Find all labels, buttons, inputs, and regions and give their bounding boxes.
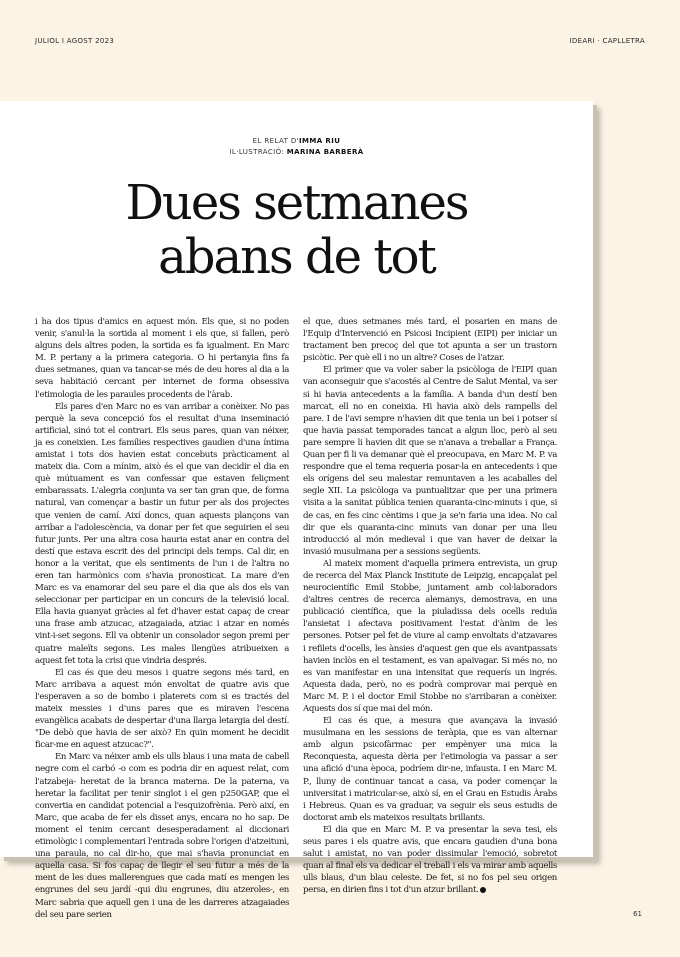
author-name: IMMA RIU	[299, 137, 341, 145]
paragraph: el que, dues setmanes més tard, el posarien en mans de l'Equip d'Intervenció en Psicosi Incipient (EIPI) per iniciar un tractament ben precoç del que tot apunta a ser un trastorn psicòtic. Per què ell i no un altre? Coses de l'atzar.	[303, 317, 557, 364]
article-title	[0, 176, 593, 284]
paragraph: Els pares d'en Marc no es van arribar a conèixer. No pas perquè la seva concepció fos el resultat d'una inseminació artificial, sinó tot el contrari. Els seus pares, quan van néixer, ja es coneixien. Les famílies respectives gaudien d'una íntima amistat i tots dos havien estat concebuts pràcticament al mateix dia. Com a mínim, això és el que van decidir el dia en què mútuament es van confessar que estaven feliçment embarassats. L'alegria conjunta va ser tan gran que, de forma natural, van començar a bastir un futur per als dos projectes que venien de camí. Així doncs, quan aquests plançons van arribar a l'adolescència, va donar per fet que seguirien el seu futur junts. Per una altra cosa hauria estat anar en contra del destí que estava escrit des del principi dels temps. Cal dir, en honor a la veritat, que els sentiments de l'un i de l'altra no eren tan harmònics com s'havia pronosticat. La mare d'en Marc es va enamorar del seu pare el dia que als dos els van seleccionar per participar en un concurs de la televisió local. Ella havia guanyat gràcies al fet d'haver estat capaç de crear una frase amb atzucac, atzagaiada, atziac i atzar en només vint-i-set segons. Ell va obtenir un consolador segon premi per quatre maleïts segons. Les males llengües atribueixen a aquest fet tota la crisi que vindria després.	[35, 401, 289, 666]
paragraph: i ha dos tipus d'amics en aquest món. Els que, si no poden venir, s'anul·la la sortida al moment i els que, si fallen, però alguns dels altres poden, la sortida es fa igualment. En Marc M. P. pertany a la primera categoria. O hi pertanyia fins fa dues setmanes, quan va tancar-se més de deu hores al dia a la seva habitació cercant per internet de forma obsessiva l'etimologia de les paraules procedents de l'àrab.	[35, 317, 289, 400]
paragraph-final	[303, 824, 557, 897]
running-header-date: JULIOL I AGOST 2023	[35, 37, 115, 45]
text-column-left	[35, 316, 289, 921]
final-paragraph-text: El dia que en Marc M. P. va presentar la seva tesi, els seus pares i els quatre avis, que encara gaudien d'una bona salut i amistat, no van poder dissimular l'emoció, sobretot quan al final els va dedicar el treball i els va mirar amb aquells ulls blaus, d'un blau celeste. De fet, si no fos pel seu origen persa, en dirien fins i tot d'un atzur brillant.	[303, 824, 557, 896]
page-number: 61	[633, 910, 642, 918]
title-line-1: Dues setmanes	[125, 175, 468, 231]
paragraph: El cas és que, a mesura que avançava la invasió musulmana en les sessions de teràpia, que es van alternar amb algun psicofàrmac per empènyer una mica la Reconquesta, aquesta dèria per l'etimologia va passar a ser una afició d'una època, podríem dir-ne, infausta. I en Marc M. P., lluny de continuar tancat a casa, va poder començar la universitat i matricular-se, això sí, en el Grau en Estudis Àrabs i Hebreus. Quan es va graduar, va seguir els seus estudis de doctorat amb els mateixos resultats brillants.	[303, 716, 557, 823]
end-mark-icon	[480, 887, 486, 893]
illustrator-line	[0, 147, 593, 158]
running-header-section: IDEARI · CAPLLETRA	[569, 37, 645, 45]
paragraph: En Marc va néixer amb els ulls blaus i una mata de cabell negre com el carbó -o com es podria dir en aquest relat, com l'atzabeja- heretat de la branca materna. De la paterna, va heretar la facilitat per tenir singlot i el gen p250GAP, que el convertia en candidat potencial a l'esquizofrènia. Però així, en Marc, que acaba de fer els disset anys, encara no ho sap. De moment el tenim cercant desesperadament al diccionari etimològic i complementari l'entrada sobre l'origen d'atzeitunì, una paraula, no cal dir-ho, que mai s'havia pronunciat en aquella casa. Si fos capaç de llegir el seu futur a més de la ment de les dues mallerengues que cada matí es mengen les engrunes del seu jardí -qui diu engrunes, diu atzeroles-, en Marc sabria que aquell gen i una de les darreres atzagaiades del seu pare serien	[35, 752, 289, 920]
paragraph: El primer que va voler saber la psicòloga de l'EIPI quan van aconseguir que s'acostés al Centre de Salut Mental, va ser si hi havia antecedents a la família. A banda d'un destí ben marcat, ell no en coneixia. Hi havia això dels rampells del pare. I de l'avi sempre n'havien dit que tenia un bei i potser sí que havia passat temporades tancat a algun lloc, però al seu pare sempre li havien dit que se n'anava a treballar a França. Quan per fi li va demanar què el preocupava, en Marc M. P. va respondre que el tema requeria posar-la en antecedents i que els orígens del seu malestar remuntaven a les acaballes del segle XII. La psicòloga va puntualitzar que per una primera visita a la sanitat pública tenien quaranta-cinc-minuts i que, si de cas, en fes cinc cèntims i que ja se'n faria una idea. No cal dir que els quaranta-cinc minuts van donar per una lleu introducció al món medieval i que van haver de deixar la invasió musulmana per a sessions següents.	[303, 365, 557, 557]
text-column-right	[303, 316, 557, 897]
author-label: EL RELAT D'	[252, 137, 300, 145]
paragraph: Al mateix moment d'aquella primera entrevista, un grup de recerca del Max Planck Institute de Leipzig, encapçalat pel neurocientífic Emil Stobbe, juntament amb col·laboradors d'altres centres de recerca alemanys, demostrava, en una publicació científica, que la piuladissa dels ocells reduïa l'ansietat i afectava positivament l'estat d'ànim de les persones. Potser pel fet de viure al camp envoltats d'atzavares i refilets d'ocells, les ànsies d'aquest gen que els avantpassats havien inclòs en el testament, es van apaivagar. Si més no, no es van manifestar en una intensitat que requerís un ingrés. Aquesta dada, però, no es podrà comprovar mai perquè en Marc M. P. i el doctor Emil Stobbe no s'arribaran a conèixer. Aquests dos sí que mai del món.	[303, 558, 557, 714]
illustrator-name: MARINA BARBERÀ	[286, 148, 364, 156]
paragraph: El cas és que deu mesos i quatre segons més tard, en Marc arribava a aquest món envoltat de quatre avis que l'esperaven a so de bombo i platerets com si es tractés del mateix messies i d'uns pares que es miraven l'escena evangèlica acabats de despertar d'una llarga letargia del destí. "De debò que havia de ser això? En quin moment he decidit ficar-me en aquest atzucac?".	[35, 667, 289, 751]
author-line	[0, 136, 593, 147]
title-line-2: abans de tot	[158, 229, 435, 285]
byline	[0, 136, 593, 158]
illustrator-label: IL·LUSTRACIÓ:	[229, 148, 287, 156]
